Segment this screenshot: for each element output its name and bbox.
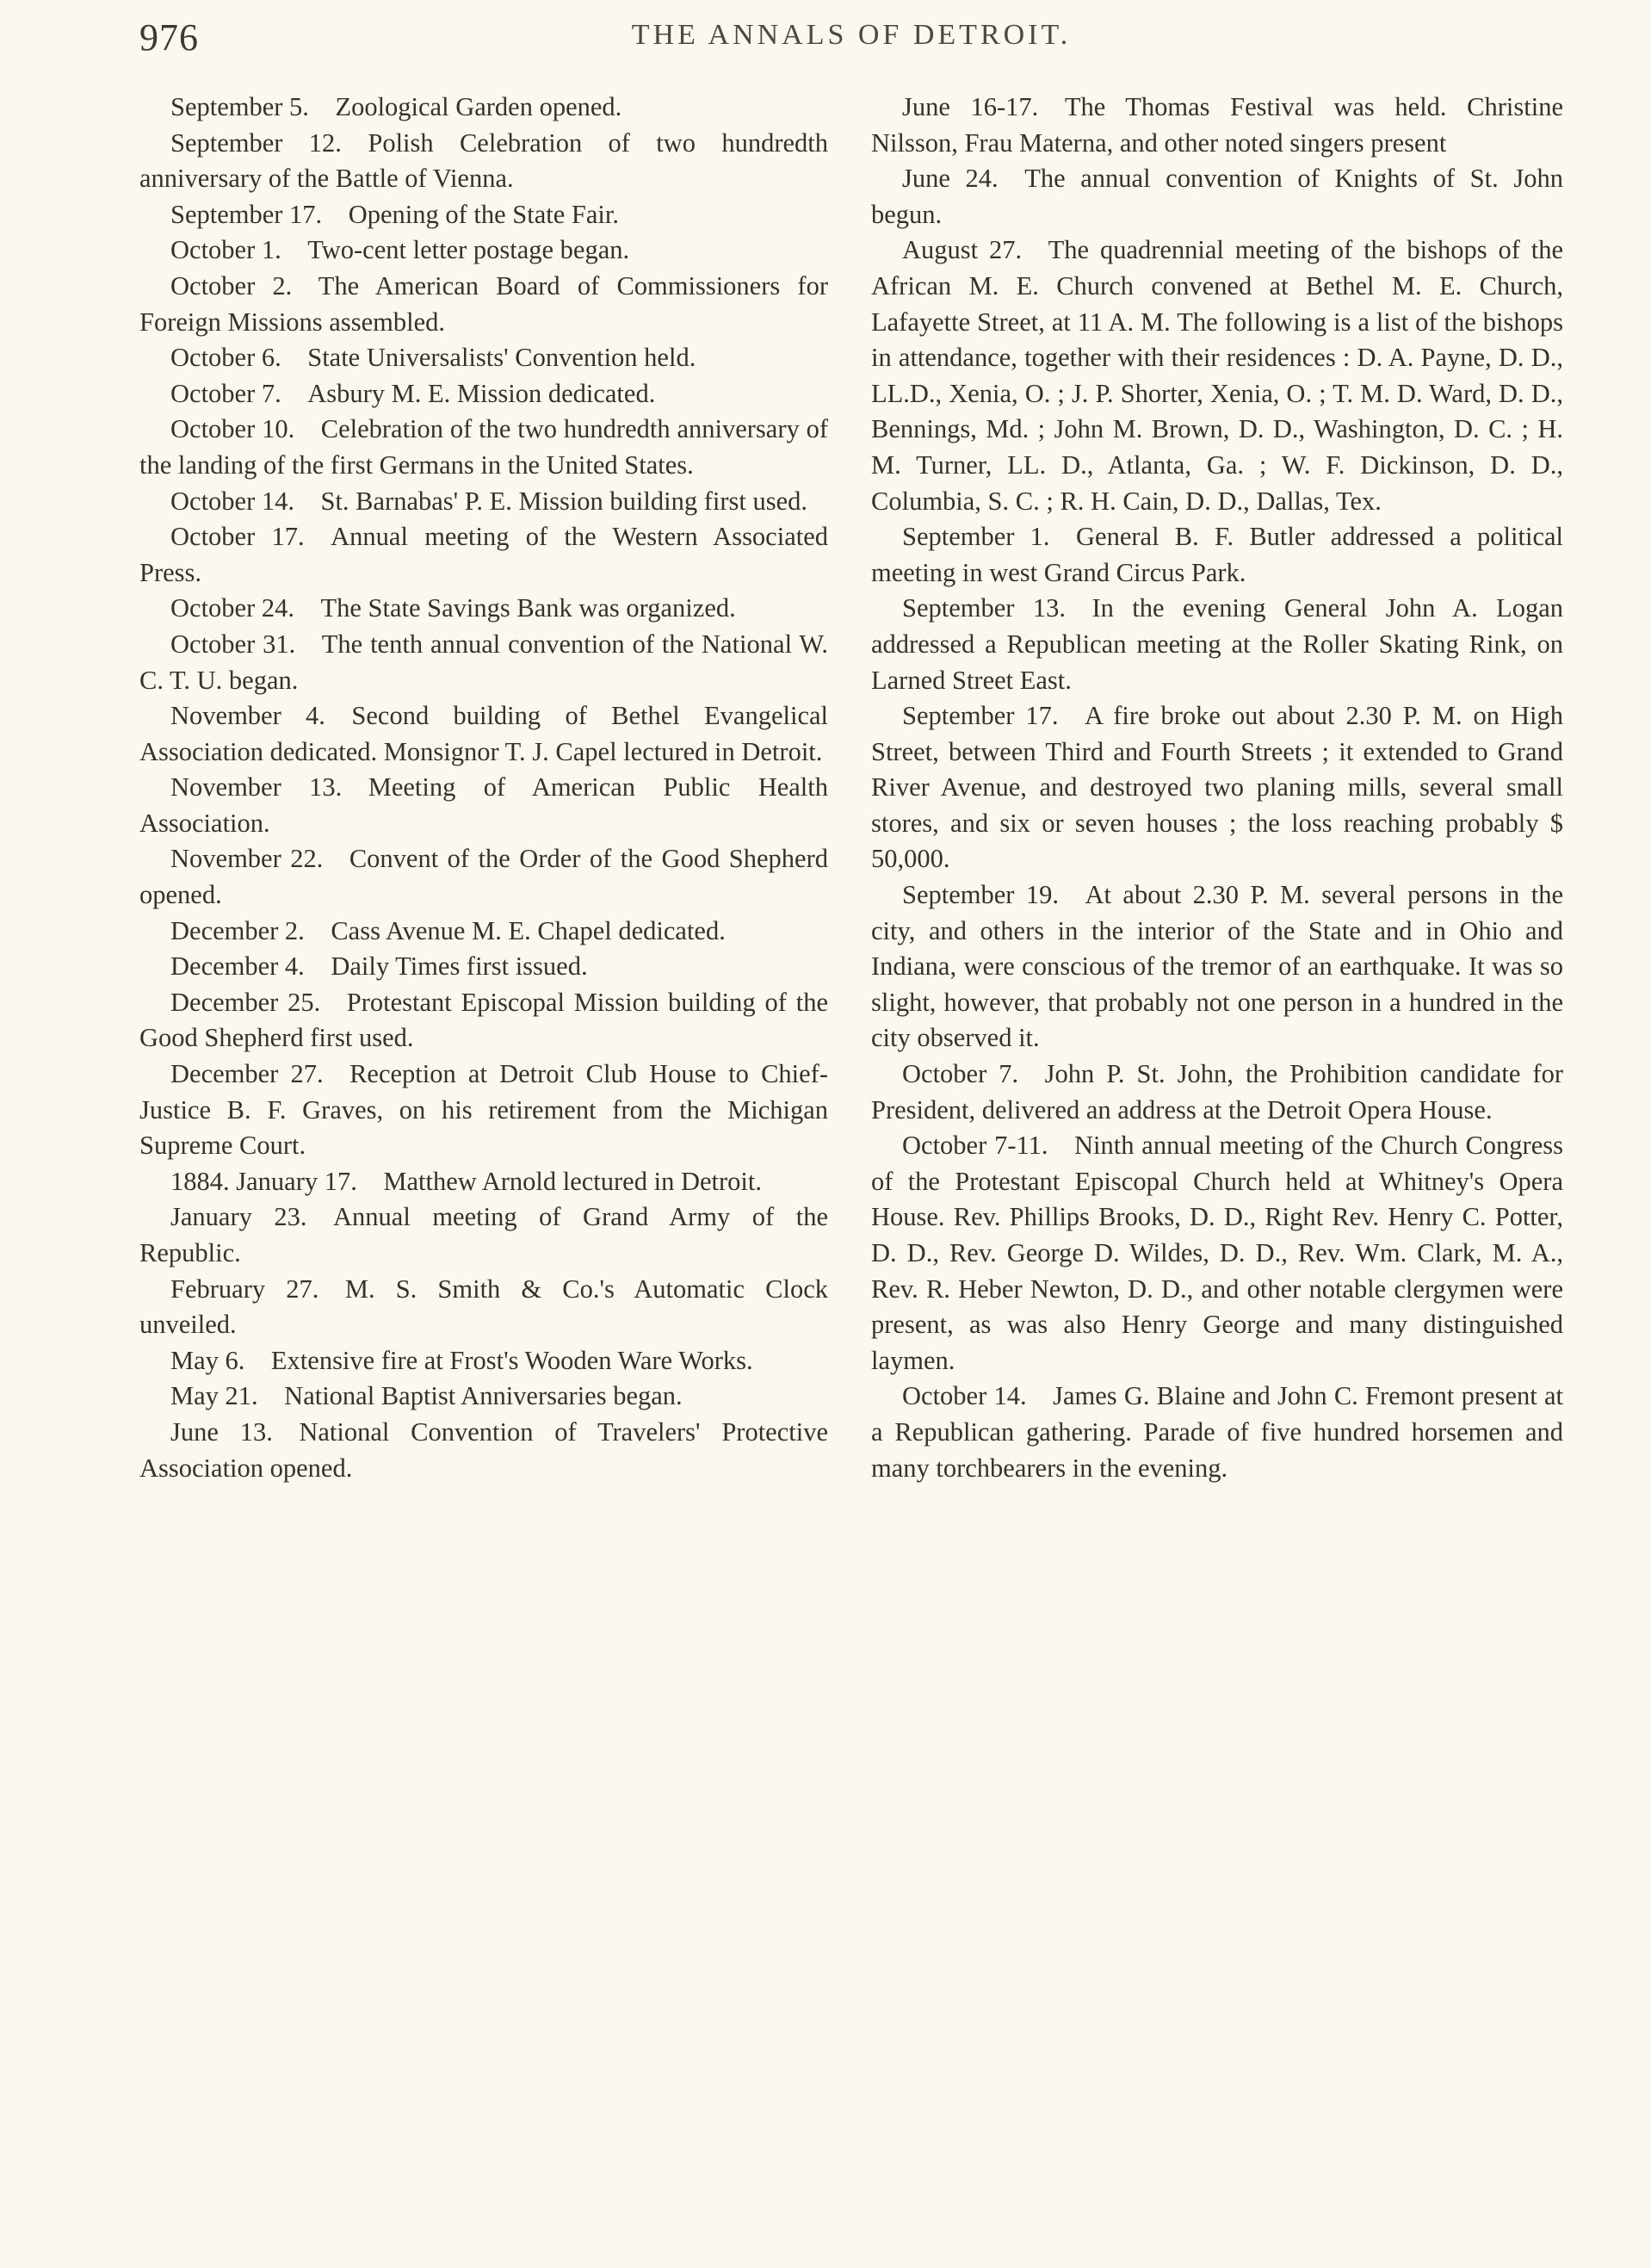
entry-text: Reception at Detroit Club House to Chief-Justice B. F. Graves, on his retirement from the Michigan Supreme Court. — [139, 1059, 828, 1161]
entry-text: Annual meeting of Grand Army of the Republic. — [139, 1202, 828, 1267]
chronology-entry — [871, 1057, 1563, 1128]
chronology-entry — [871, 591, 1563, 698]
entry-text: State Universalists' Convention held. — [307, 343, 696, 373]
chronology-entry — [139, 484, 828, 520]
entry-text: Polish Celebration of two hundredth anniversary of the Battle of Vienna. — [139, 127, 829, 194]
entry-date: August 27. — [902, 235, 1023, 265]
chronology-entry — [139, 340, 828, 376]
entry-date: November 13. — [170, 772, 343, 802]
chronology-entry — [139, 841, 828, 913]
running-head: THE ANNALS OF DETROIT. — [631, 19, 1072, 51]
page-number: 976 — [139, 16, 199, 59]
chronology-entry — [139, 985, 828, 1057]
entry-text: Meeting of American Public Health Association. — [139, 772, 828, 838]
entry-date: September 1. — [902, 522, 1050, 552]
chronology-entry — [139, 1272, 828, 1343]
entry-date: October 6. — [170, 343, 281, 373]
chronology-entry — [139, 770, 828, 841]
entry-date: September 5. — [170, 92, 309, 121]
entry-date: October 7. — [902, 1059, 1019, 1089]
entry-date: June 16-17. — [902, 92, 1039, 121]
entry-text: The American Board of Commissioners for Foreign Missions assembled. — [139, 270, 828, 337]
entry-date: May 6. — [170, 1345, 245, 1375]
entry-text: M. S. Smith & Co.'s Automatic Clock unveiled. — [139, 1273, 828, 1340]
entry-text: Annual meeting of the Western Associated Press. — [139, 522, 828, 587]
chronology-entry — [139, 914, 828, 950]
chronology-entry — [871, 90, 1563, 161]
entry-date: November 22. — [170, 844, 324, 874]
entry-date: December 27. — [170, 1059, 324, 1089]
entry-text: Extensive fire at Frost's Wooden Ware Works. — [270, 1345, 753, 1375]
chronology-entry — [871, 1379, 1563, 1486]
entry-text: The tenth annual convention of the National W. C. T. U. began. — [139, 629, 829, 695]
entry-text: Second building of Bethel Evangelical Association dedicated. Monsignor T. J. Capel lectured in Detroit. — [139, 701, 829, 766]
chronology-entry — [871, 877, 1563, 1057]
chronology-entry — [871, 698, 1563, 877]
entry-text: Ninth annual meeting of the Church Congress of the Protestant Episcopal Church held at Whitney's Opera House. Rev. Phillips Brooks, D. D., Right Rev. Henry C. Potter, D. D., Rev. George D. Wildes, D. D., Rev. Wm. Clark, M. A., Rev. R. Heber Newton, D. D., and other notable clergymen were present, as was also Henry George and many distinguished laymen. — [871, 1131, 1563, 1375]
entry-text: Protestant Episcopal Mission building of the Good Shepherd first used. — [139, 987, 828, 1053]
entry-date: October 14. — [902, 1381, 1027, 1411]
entry-date: October 10. — [170, 414, 295, 444]
entry-date: February 27. — [170, 1273, 319, 1304]
entry-date: September 19. — [902, 880, 1059, 910]
entry-date: November 4. — [170, 701, 325, 731]
entry-text: The Thomas Festival was held. Christine Nilsson, Frau Materna, and other noted singers present — [871, 92, 1563, 158]
entry-text: Cass Avenue M. E. Chapel dedicated. — [331, 915, 726, 945]
entry-text: National Baptist Anniversaries began. — [284, 1381, 683, 1411]
chronology-entry — [139, 90, 828, 126]
entry-text: At about 2.30 P. M. several persons in the city, and others in the interior of the State and in Ohio and Indiana, were conscious of the tremor of an earthquake. It was so slight, however, that probably not one person in a hundred in the city observed it. — [871, 880, 1563, 1053]
entry-date: September 17. — [170, 199, 323, 229]
entry-date: October 17. — [170, 522, 305, 552]
entry-date: 1884. January 17. — [170, 1166, 357, 1196]
entry-date: January 23. — [170, 1202, 307, 1232]
chronology-entry — [871, 519, 1563, 591]
entry-date: September 12. — [170, 127, 342, 158]
chronology-entry — [139, 197, 828, 233]
entry-text: The annual convention of Knights of St. John begun. — [871, 164, 1563, 229]
entry-text: The State Savings Bank was organized. — [320, 593, 736, 623]
entry-date: October 14. — [170, 486, 294, 516]
entry-date: June 13. — [170, 1416, 273, 1447]
entry-text: General B. F. Butler addressed a political meeting in west Grand Circus Park. — [871, 522, 1563, 587]
entry-date: October 1. — [170, 235, 281, 265]
chronology-entry — [139, 126, 828, 197]
right-column — [871, 90, 1563, 1486]
chronology-entry — [139, 1057, 828, 1164]
entry-date: September 13. — [902, 593, 1066, 623]
entry-text: Opening of the State Fair. — [348, 199, 619, 229]
entry-date: December 2. — [170, 915, 305, 945]
chronology-entry — [139, 1379, 828, 1415]
entry-date: May 21. — [170, 1381, 258, 1411]
entry-date: September 17. — [902, 701, 1059, 731]
chronology-entry — [139, 232, 828, 269]
entry-text: Two-cent letter postage began. — [307, 235, 630, 265]
entry-text: Convent of the Order of the Good Shepherd opened. — [139, 844, 828, 910]
entry-text: Asbury M. E. Mission dedicated. — [307, 378, 656, 408]
entry-date: October 2. — [170, 270, 293, 301]
entry-text: The quadrennial meeting of the bishops of the African M. E. Church convened at Bethel M. E. Church, Lafayette Street, at 11 A. M. The following is a list of the bishops in attendance, together with their residences : D. A. Payne, D. D., LL.D., Xenia, O. ; J. P. Shorter, Xenia, O. ; T. M. D. Ward, D. D., Bennings, Md. ; John M. Brown, D. D., Washington, D. C. ; H. M. Turner, LL. D., Atlanta, Ga. ; W. F. Dickinson, D. D., Columbia, S. C. ; R. H. Cain, D. D., Dallas, Tex. — [871, 235, 1563, 516]
entry-text: St. Barnabas' P. E. Mission building first used. — [320, 486, 808, 516]
entry-date: December 25. — [170, 987, 321, 1017]
entry-date: October 7. — [170, 378, 281, 408]
chronology-entry — [139, 1415, 828, 1486]
entry-text: In the evening General John A. Logan addressed a Republican meeting at the Roller Skating Rink, on Larned Street East. — [871, 593, 1563, 695]
page-header — [0, 0, 1651, 103]
chronology-entry — [139, 519, 828, 591]
chronology-entry — [871, 161, 1563, 232]
chronology-entry — [139, 376, 828, 412]
entry-date: December 4. — [170, 951, 305, 982]
chronology-entry — [139, 591, 828, 627]
chronology-entry — [139, 1199, 828, 1271]
entry-text: James G. Blaine and John C. Fremont present at a Republican gathering. Parade of five hundred horsemen and many torchbearers in the evening. — [871, 1381, 1563, 1483]
entry-date: October 24. — [170, 593, 294, 623]
chronology-entry — [871, 1128, 1563, 1379]
entry-text: A fire broke out about 2.30 P. M. on High Street, between Third and Fourth Streets ; it extended to Grand River Avenue, and destroyed two planing mills, several small stores, and six or seven houses ; the loss reaching probably $ 50,000. — [871, 701, 1563, 874]
entry-text: Matthew Arnold lectured in Detroit. — [383, 1166, 762, 1196]
chronology-entry — [139, 269, 828, 340]
entry-text: John P. St. John, the Prohibition candidate for President, delivered an address at the Detroit Opera House. — [871, 1059, 1563, 1125]
entry-text: Daily Times first issued. — [331, 951, 588, 982]
chronology-entry — [139, 1164, 828, 1200]
chronology-entry — [139, 412, 828, 483]
chronology-entry — [139, 698, 828, 770]
entry-text: National Convention of Travelers' Protective Association opened. — [139, 1416, 828, 1483]
entry-date: October 7-11. — [902, 1131, 1048, 1161]
left-column — [139, 90, 828, 1486]
chronology-entry — [139, 627, 828, 698]
entry-date: June 24. — [902, 164, 999, 194]
entry-text: Celebration of the two hundredth anniversary of the landing of the first Germans in the United States. — [139, 414, 829, 480]
entry-text: Zoological Garden opened. — [335, 92, 622, 121]
chronology-entry — [871, 232, 1563, 519]
entry-date: October 31. — [170, 629, 296, 659]
chronology-entry — [139, 1343, 828, 1379]
chronology-entry — [139, 949, 828, 985]
